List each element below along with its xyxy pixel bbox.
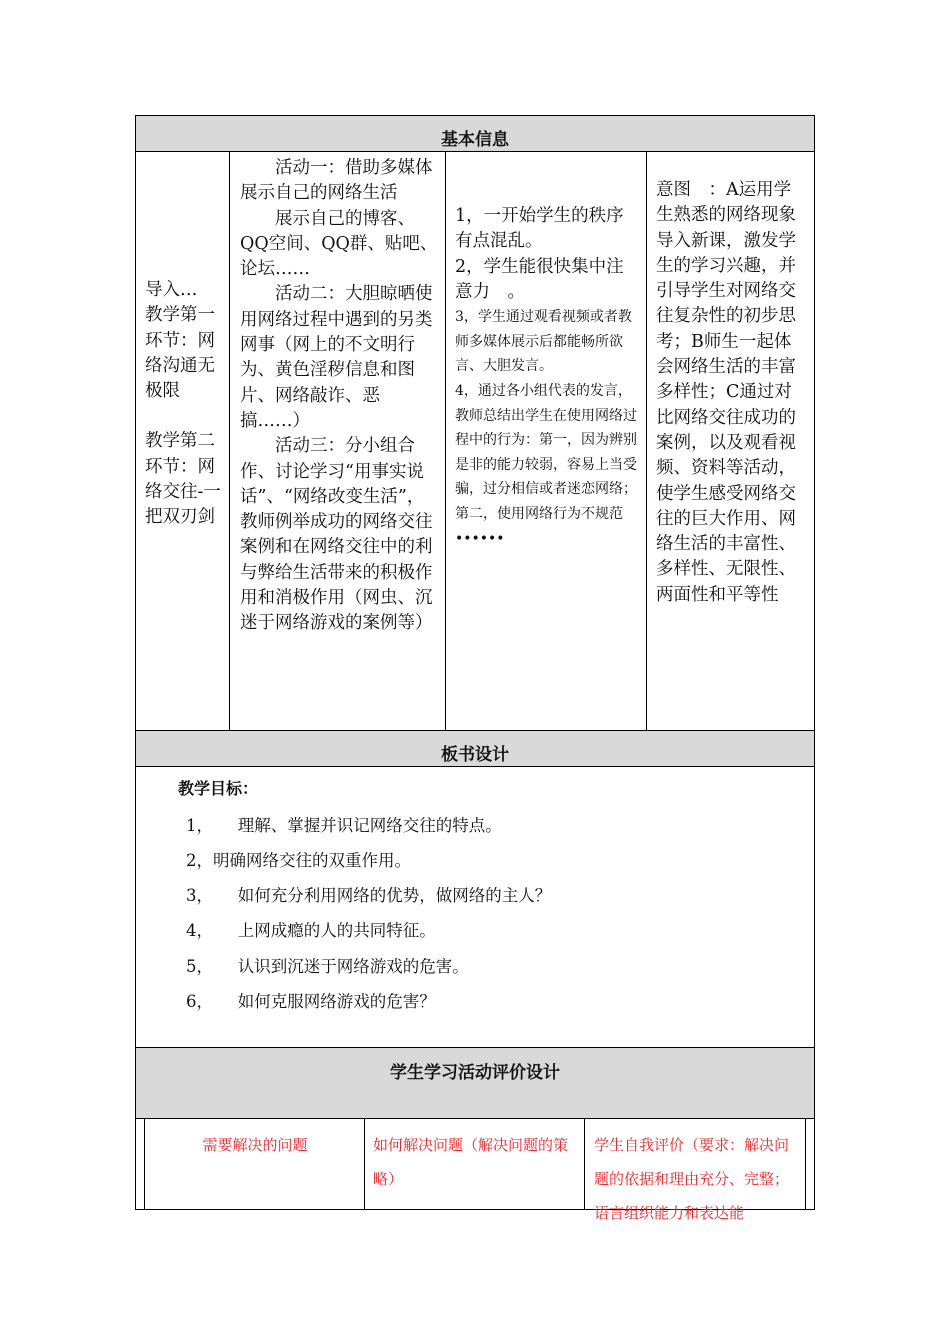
goal-item-3: 3， 如何充分利用网络的优势，做网络的主人？: [186, 886, 552, 905]
board-design-title: 板书设计: [441, 745, 509, 765]
stage-two-text: 教学第二环节：网络交往-一把双刃剑: [145, 431, 221, 528]
intro-text: 导入…: [145, 280, 198, 300]
goal-item-6: 6， 如何克服网络游戏的危害？: [186, 992, 436, 1011]
stage-one-text: 教学第一环节：网络沟通无极限: [145, 305, 215, 402]
goal-item-4: 4， 上网成瘾的人的共同特征。: [186, 921, 436, 940]
goal-item-1: 1， 理解、掌握并识记网络交往的特点。: [186, 816, 502, 835]
activity-two: 活动二：大胆晾晒使用网络过程中遇到的另类网事（网上的不文明行为、黄色淫秽信息和图片、网络敲诈、恶搞……）: [240, 284, 433, 431]
intent-text: 意图 ：A运用学生熟悉的网络现象导入新课，激发学生的学习兴趣，并引导学生对网络交往复杂性的初步思考；B师生一起体会网络生活的丰富多样性；C通过对比网络交往成功的案例，以及观看视频、资料等活动，使学生感受网络交往的巨大作用、网络生活的丰富性、多样性、无限性、两面性和平等性: [656, 180, 796, 605]
activity-three: 活动三：分小组合作、讨论学习“用事实说话”、“网络改变生活”，教师例举成功的网络交往案例和在网络交往中的利与弊给生活带来的积极作用和消极作用（网虫、沉迷于网络游戏的案例等）: [240, 436, 433, 634]
goals-label: 教学目标：: [178, 779, 259, 798]
basic-info-title: 基本信息: [441, 130, 509, 150]
evaluation-title: 学生学习活动评价设计: [390, 1063, 560, 1083]
intent-column: [656, 178, 808, 608]
response-item-2: 2，学生能很快集中注意力 。: [455, 256, 624, 302]
stages-column: [145, 278, 223, 531]
response-item-4: 4，通过各小组代表的发言，教师总结出学生在使用网络过程中的行为：第一，因为辨别是非的能力较弱，容易上当受骗，过分相信或者迷恋网络；第二，使用网络行为不规范••••••: [455, 382, 637, 547]
goal-item-5: 5， 认识到沉迷于网络游戏的危害。: [186, 957, 469, 976]
activity-one-title: 活动一：借助多媒体展示自己的网络生活: [240, 158, 433, 204]
activities-column: [240, 156, 440, 637]
eval-col-problem: 需要解决的问题: [202, 1136, 308, 1154]
response-item-3: 3，学生通过观看视频或者教师多媒体展示后都能畅所欲言、大胆发言。: [455, 309, 632, 375]
eval-col-strategy: 如何解决问题（解决问题的策略）: [373, 1136, 569, 1188]
goal-item-2: 2，明确网络交往的双重作用。: [186, 851, 411, 870]
response-column: [455, 204, 639, 551]
eval-col-self-evaluation: 学生自我评价（要求：解决问题的依据和理由充分、完整；语言组织能力和表达能: [594, 1136, 790, 1222]
activity-one-body: 展示自己的博客、QQ空间、QQ群、贴吧、论坛……: [240, 208, 438, 280]
response-item-1: 1，一开始学生的秩序有点混乱。: [455, 206, 624, 252]
